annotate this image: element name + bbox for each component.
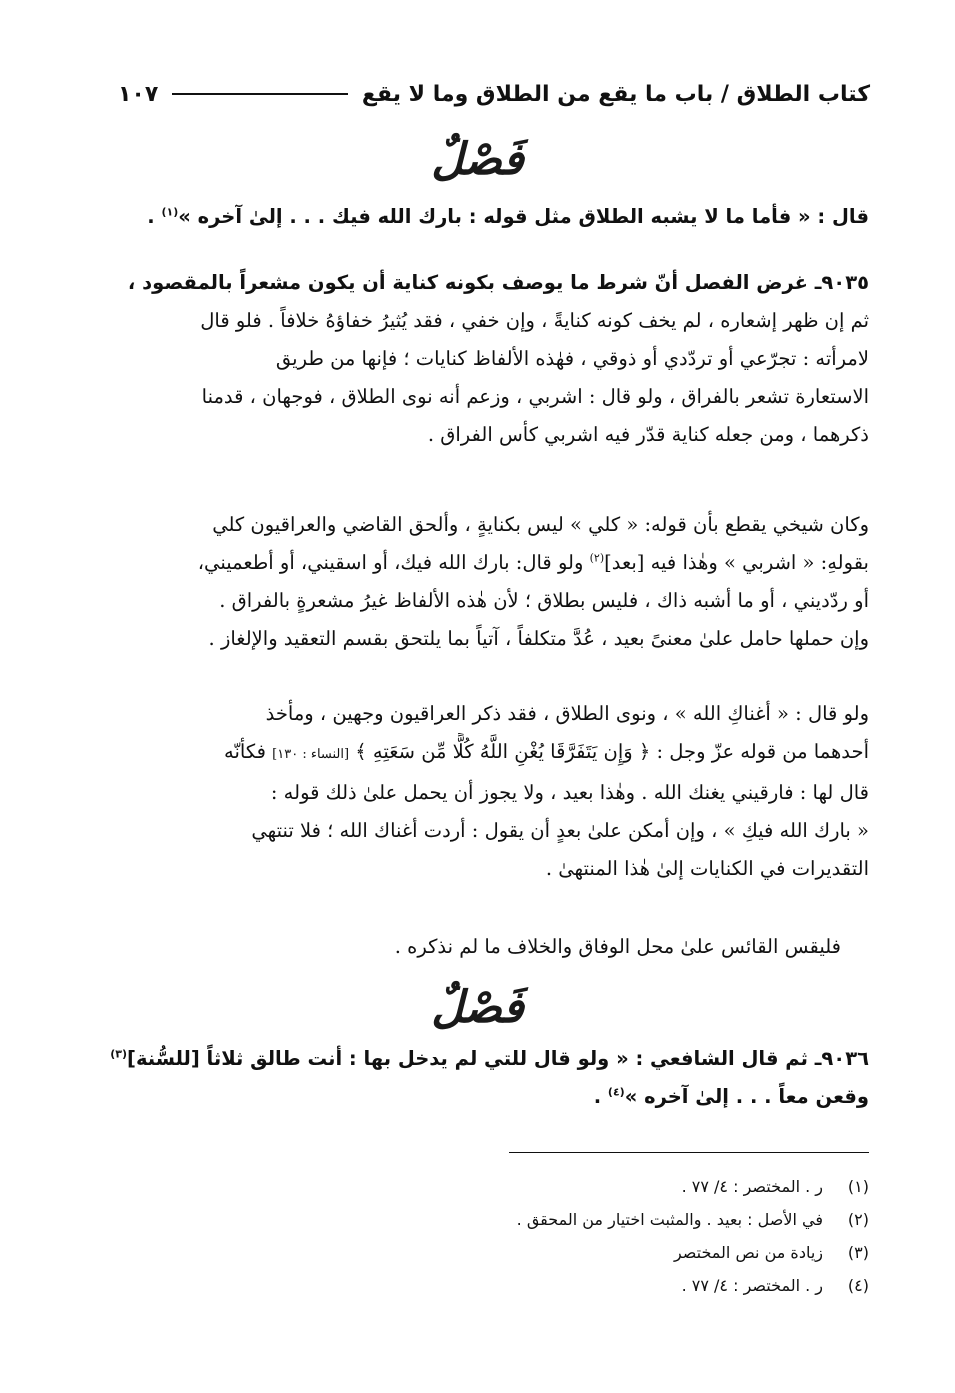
paragraph-line-with-ref [83,544,869,582]
footnote-text: في الأصل : بعيد . والمثبت اختيار من المحقق . [516,1210,823,1229]
paragraph-9035 [83,264,869,454]
header-rule [172,93,348,95]
paragraph-line: وإن حملها حامل علىٰ معنىً بعيد ، عُدَّ متكلفاً ، آتياً بما يلتحق بقسم التعقيد والإلغاز . [208,627,869,650]
paragraph-line: ثم إن ظهر إشعاره ، لم يخف كونه كنايةً ، وإن خفي ، فقد يُثيرُ خفاؤهُ خلافاً . فلو قال [200,309,869,332]
footnote-number: (٣) [847,1243,869,1262]
paragraph-line-with-ref [83,1040,869,1078]
intro-end: . [147,205,162,228]
quran-verse-line: أحدهما من قوله عزّ وجل : ﴿ وَإِن يَتَفَرَّقَا يُغْنِ اللَّهُ كُلًّا مِّن سَعَتِهِ ﴾ [355,740,869,763]
paragraph-line: الاستعارة تشعر بالفراق ، ولو قال : اشربي ، وزعم أنه نوى الطلاق ، فوجهان ، قدمنا [201,385,869,408]
footnote [169,1203,869,1236]
footnote-text: ر . المختصر : ٤/ ٧٧ . [681,1276,823,1295]
paragraph-line: التقديرات في الكنايات إلىٰ هٰذا المنتهىٰ . [545,857,869,880]
paragraph-line-quran [83,733,869,774]
paragraph-line-part: ٩٠٣٦ـ ثم قال الشافعي : « ولو قال للتي لم يدخل بها : أنت طالق ثلاثاً [للسُّنة] [127,1047,869,1070]
paragraph-shaykhi [83,506,869,658]
section-heading-fasl: فَصْلٌ [431,134,524,185]
footnote-ref-2: (٢) [589,551,605,565]
paragraph-line-part: ولو قال: بارك الله فيك، أو اسقيني، أو أطعميني، [197,551,584,574]
paragraph-line: ولو قال : « أغناكِ الله » ، ونوى الطلاق ، فقد ذكر العراقيون وجهين ، ومأخذ [265,702,869,725]
paragraph-9036 [83,1040,869,1116]
footnote-text: زيادة من نص المختصر [673,1243,823,1262]
paragraph-line: قال لها : فارقيني يغنك الله . وهٰذا بعيد ، ولا يجوز أن يحمل علىٰ ذلك قوله : [270,781,869,804]
footnote-text: ر . المختصر : ٤/ ٧٧ . [681,1177,823,1196]
footnote [169,1269,869,1302]
quran-reference: [النساء : ١٣٠] [272,747,350,762]
section-heading-fasl: فَصْلٌ [431,982,524,1033]
paragraph-line: « بارك الله فيكِ » ، وإن أمكن علىٰ بعدٍ أن يقول : أردت أغناك الله ؛ فلا تنتهي [251,819,869,842]
paragraph-line: ذكرهما ، ومن جعله كناية قدّر فيه اشربي كأس الفراق . [427,423,869,446]
page-number: ١٠٧ [118,81,159,107]
footnotes [169,1170,869,1302]
footnote-ref-1: (١) [161,205,179,219]
intro-quote [83,198,869,236]
footnote-ref-4: (٤) [607,1085,625,1099]
paragraph-aghnak [83,695,869,888]
paragraph-line-part: . [593,1085,608,1108]
footnote-ref-3: (٣) [110,1047,128,1061]
footnote-number: (٤) [847,1276,869,1295]
paragraph-line: ٩٠٣٥ـ غرض الفصل أنّ شرط ما يوصف بكونه كناية أن يكون مشعراً بالمقصود ، [127,271,869,294]
running-title: كتاب الطلاق / باب ما يقع من الطلاق وما لا يقع [361,81,870,107]
footnote [169,1236,869,1269]
footnote-number: (١) [847,1177,869,1196]
paragraph-line: وكان شيخي يقطع بأن قوله: « كلي » ليس بكنايةٍ ، وألحق القاضي والعراقيون كلي [212,513,869,536]
footnote-number: (٢) [847,1210,869,1229]
paragraph-falyaq [83,928,869,966]
footnote [169,1170,869,1203]
paragraph-line-part: فكأنّه [224,740,266,763]
paragraph-line: لامرأته : تجرّعي أو تردّدي أو ذوقي ، فهٰذه الألفاظ كنايات ؛ فإنها من طريق [275,347,869,370]
paragraph-line: أو ردّديني ، أو ما أشبه ذاك ، فليس بطلاق ؛ لأن هٰذه الألفاظ غيرُ مشعرةٍ بالفراق . [219,589,869,612]
page-header [118,74,870,114]
paragraph-line-part: بقولهِ: « اشربي » وهٰذا فيه [بعد] [604,551,869,574]
footnote-separator [509,1152,869,1153]
paragraph-line-part: وقعن معاً . . . إلىٰ آخره » [624,1085,869,1108]
intro-text: قال : « فأما ما لا يشبه الطلاق مثل قوله : بارك الله فيك . . . إلىٰ آخره » [178,205,869,228]
paragraph-line: فليقس القائس علىٰ محل الوفاق والخلاف ما لم نذكره . [394,935,841,958]
paragraph-line-with-ref [83,1078,869,1116]
